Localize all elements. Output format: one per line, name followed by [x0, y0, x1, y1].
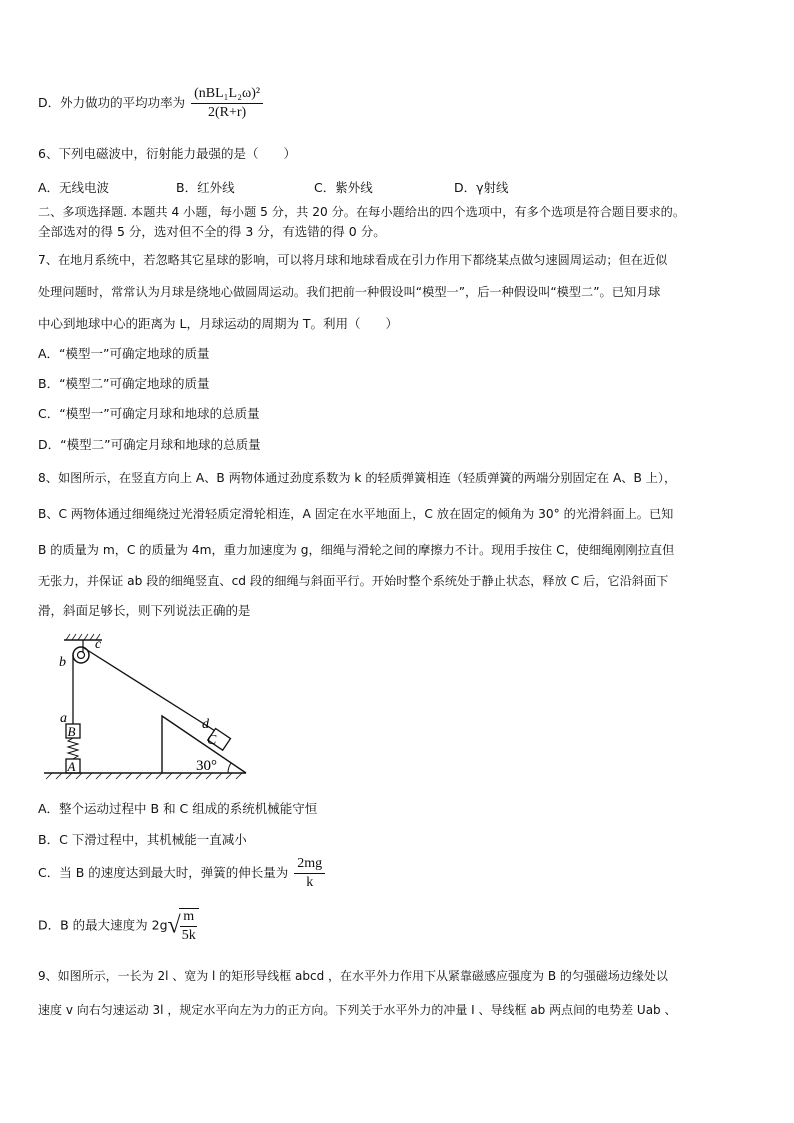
label-A: A [67, 759, 76, 774]
q8-option-c [38, 856, 327, 891]
q6-option-c: C．紫外线 [314, 180, 373, 195]
q9-line2: 速度 v 向右匀速运动 3l ，规定水平向左为力的正方向。下列关于水平外力的冲量 I 、导线框 ab 两点间的电势差 Uab 、 [38, 1003, 677, 1017]
q8-line4: 无张力，并保证 ab 段的细绳竖直、cd 段的细绳与斜面平行。开始时整个系统处于静止状态，释放 C 后，它沿斜面下 [38, 574, 669, 588]
q8-option-c-label: C．当 B 的速度达到最大时，弹簧的伸长量为 [38, 865, 289, 880]
label-B: B [67, 724, 76, 739]
q7-line3: 中心到地球中心的距离为 L，月球运动的周期为 T。利用（ ） [38, 316, 399, 331]
stretch-fraction [294, 856, 325, 891]
q6-option-b: B．红外线 [176, 180, 235, 195]
fraction-denominator: k [306, 875, 314, 890]
q8-line1: 8、如图所示，在竖直方向上 A、B 两物体通过劲度系数为 k 的轻质弹簧相连（轻质弹簧的两端分别固定在 A、B 上）， [38, 471, 677, 485]
q8-option-a: A．整个运动过程中 B 和 C 组成的系统机械能守恒 [38, 801, 318, 816]
prev-question-option-d [38, 86, 265, 121]
q8-option-d-label: D．B 的最大速度为 2g [38, 917, 168, 933]
q7-option-b: B．“模型二”可确定地球的质量 [38, 376, 210, 391]
q7-option-c: C．“模型一”可确定月球和地球的总质量 [38, 406, 260, 421]
q8-option-d [38, 908, 201, 944]
section2-line2: 全部选对的得 5 分，选对但不全的得 3 分，有选错的得 0 分。 [38, 224, 386, 239]
q7-option-d: D．“模型二”可确定月球和地球的总质量 [38, 437, 261, 452]
q7-line2: 处理问题时，常常认为月球是绕地心做圆周运动。我们把前一种假设叫“模型一”，后一种假设叫“模型二”。已知月球 [38, 285, 661, 299]
q6-option-a: A．无线电波 [38, 180, 110, 195]
fraction-denominator: 2(R+r) [207, 105, 247, 120]
fraction-numerator: m [180, 909, 197, 927]
option-d-label: D．外力做功的平均功率为 [38, 95, 186, 110]
fraction-numerator: 2mg [294, 856, 325, 874]
fraction-denominator: 5k [181, 928, 196, 943]
q8-option-b: B．C 下滑过程中，其机械能一直减小 [38, 832, 247, 847]
label-c: c [95, 637, 102, 652]
q7-option-a: A．“模型一”可确定地球的质量 [38, 346, 210, 361]
section2-line1: 二、多项选择题. 本题共 4 小题，每小题 5 分，共 20 分。在每小题给出的四个选项中，有多个选项是符合题目要求的。 [38, 205, 686, 219]
q8-line3: B 的质量为 m，C 的质量为 4m，重力加速度为 g，细绳与滑轮之间的摩擦力不计。现用手按住 C，使细绳刚刚拉直但 [38, 543, 675, 557]
label-a: a [60, 711, 67, 726]
q9-line1: 9、如图所示，一长为 2l 、宽为 l 的矩形导线框 abcd ，在水平外力作用下从紧靠磁感应强度为 B 的匀强磁场边缘处以 [38, 969, 668, 983]
label-d: d [202, 717, 209, 732]
sqrt-sign: √ [167, 912, 181, 939]
power-fraction [191, 86, 263, 121]
q7-line1: 7、在地月系统中，若忽略其它星球的影响，可以将月球和地球看成在引力作用下都绕某点做匀速圆周运动；但在近似 [38, 253, 668, 267]
velocity-fraction [179, 908, 199, 944]
q6-option-d: D．γ射线 [454, 180, 509, 195]
label-angle: 30° [196, 758, 217, 774]
label-C: C [207, 733, 217, 748]
fraction-numerator: (nBL₁L₂ω)² [191, 86, 263, 104]
label-b: b [59, 655, 66, 670]
q8-figure [40, 632, 252, 780]
q6-stem: 6、下列电磁波中，衍射能力最强的是（ ） [38, 146, 296, 161]
q8-line2: B、C 两物体通过细绳绕过光滑轻质定滑轮相连，A 固定在水平地面上，C 放在固定的倾角为 30° 的光滑斜面上。已知 [38, 507, 674, 521]
q8-line5: 滑，斜面足够长，则下列说法正确的是 [38, 603, 251, 618]
